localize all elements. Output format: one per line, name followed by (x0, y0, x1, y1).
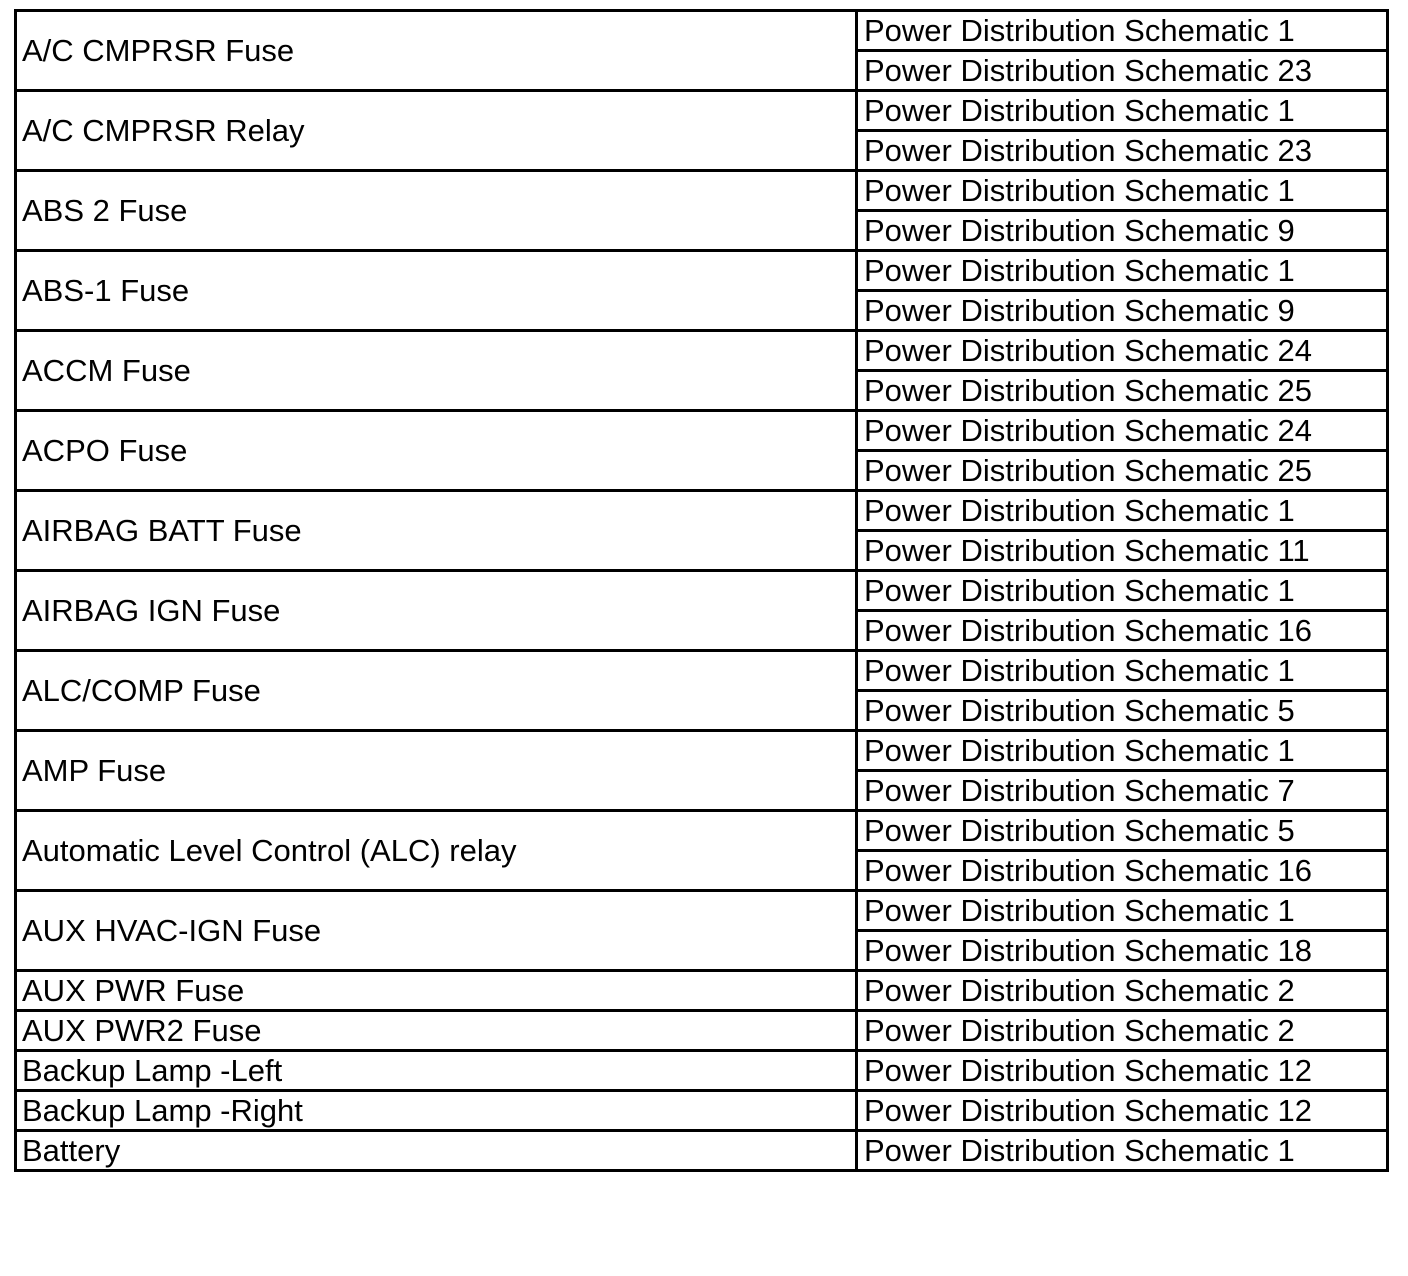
schematic-reference-cell: Power Distribution Schematic 1 (857, 251, 1388, 291)
schematic-reference-cell: Power Distribution Schematic 2 (857, 1011, 1388, 1051)
table-row (16, 331, 1388, 371)
component-name-cell: ABS 2 Fuse (16, 171, 857, 251)
component-index-body (16, 11, 1388, 1171)
schematic-reference-cell: Power Distribution Schematic 1 (857, 171, 1388, 211)
table-row (16, 411, 1388, 451)
schematic-reference-cell: Power Distribution Schematic 9 (857, 211, 1388, 251)
table-row (16, 251, 1388, 291)
table-row (16, 1131, 1388, 1171)
schematic-reference-cell: Power Distribution Schematic 1 (857, 651, 1388, 691)
schematic-reference-cell: Power Distribution Schematic 24 (857, 411, 1388, 451)
schematic-reference-cell: Power Distribution Schematic 1 (857, 491, 1388, 531)
component-name-cell: AUX PWR2 Fuse (16, 1011, 857, 1051)
component-name-cell: Battery (16, 1131, 857, 1171)
schematic-reference-cell: Power Distribution Schematic 16 (857, 851, 1388, 891)
table-row (16, 1011, 1388, 1051)
schematic-reference-cell: Power Distribution Schematic 5 (857, 811, 1388, 851)
table-row (16, 811, 1388, 851)
schematic-reference-cell: Power Distribution Schematic 16 (857, 611, 1388, 651)
component-name-cell: ABS-1 Fuse (16, 251, 857, 331)
component-name-cell: Backup Lamp -Left (16, 1051, 857, 1091)
component-name-cell: AMP Fuse (16, 731, 857, 811)
schematic-reference-cell: Power Distribution Schematic 1 (857, 1131, 1388, 1171)
schematic-reference-cell: Power Distribution Schematic 2 (857, 971, 1388, 1011)
component-name-cell: ACCM Fuse (16, 331, 857, 411)
schematic-reference-cell: Power Distribution Schematic 23 (857, 131, 1388, 171)
table-row (16, 91, 1388, 131)
schematic-reference-cell: Power Distribution Schematic 25 (857, 451, 1388, 491)
component-name-cell: AIRBAG IGN Fuse (16, 571, 857, 651)
table-row (16, 11, 1388, 51)
table-row (16, 491, 1388, 531)
schematic-reference-cell: Power Distribution Schematic 23 (857, 51, 1388, 91)
schematic-reference-cell: Power Distribution Schematic 18 (857, 931, 1388, 971)
schematic-reference-cell: Power Distribution Schematic 12 (857, 1051, 1388, 1091)
schematic-reference-cell: Power Distribution Schematic 1 (857, 11, 1388, 51)
schematic-reference-cell: Power Distribution Schematic 1 (857, 891, 1388, 931)
component-name-cell: AUX PWR Fuse (16, 971, 857, 1011)
table-row (16, 571, 1388, 611)
component-name-cell: A/C CMPRSR Relay (16, 91, 857, 171)
schematic-reference-cell: Power Distribution Schematic 1 (857, 571, 1388, 611)
schematic-reference-cell: Power Distribution Schematic 12 (857, 1091, 1388, 1131)
schematic-reference-cell: Power Distribution Schematic 1 (857, 91, 1388, 131)
table-row (16, 971, 1388, 1011)
table-row (16, 651, 1388, 691)
component-name-cell: AIRBAG BATT Fuse (16, 491, 857, 571)
component-name-cell: ACPO Fuse (16, 411, 857, 491)
component-name-cell: ALC/COMP Fuse (16, 651, 857, 731)
component-name-cell: Backup Lamp -Right (16, 1091, 857, 1131)
table-row (16, 891, 1388, 931)
schematic-reference-cell: Power Distribution Schematic 24 (857, 331, 1388, 371)
schematic-reference-cell: Power Distribution Schematic 11 (857, 531, 1388, 571)
table-row (16, 731, 1388, 771)
component-name-cell: AUX HVAC-IGN Fuse (16, 891, 857, 971)
component-name-cell: Automatic Level Control (ALC) relay (16, 811, 857, 891)
table-row (16, 171, 1388, 211)
table-row (16, 1091, 1388, 1131)
schematic-reference-cell: Power Distribution Schematic 7 (857, 771, 1388, 811)
component-index-table (14, 9, 1389, 1172)
schematic-reference-cell: Power Distribution Schematic 1 (857, 731, 1388, 771)
schematic-reference-cell: Power Distribution Schematic 9 (857, 291, 1388, 331)
table-row (16, 1051, 1388, 1091)
component-name-cell: A/C CMPRSR Fuse (16, 11, 857, 91)
schematic-reference-cell: Power Distribution Schematic 25 (857, 371, 1388, 411)
schematic-reference-cell: Power Distribution Schematic 5 (857, 691, 1388, 731)
